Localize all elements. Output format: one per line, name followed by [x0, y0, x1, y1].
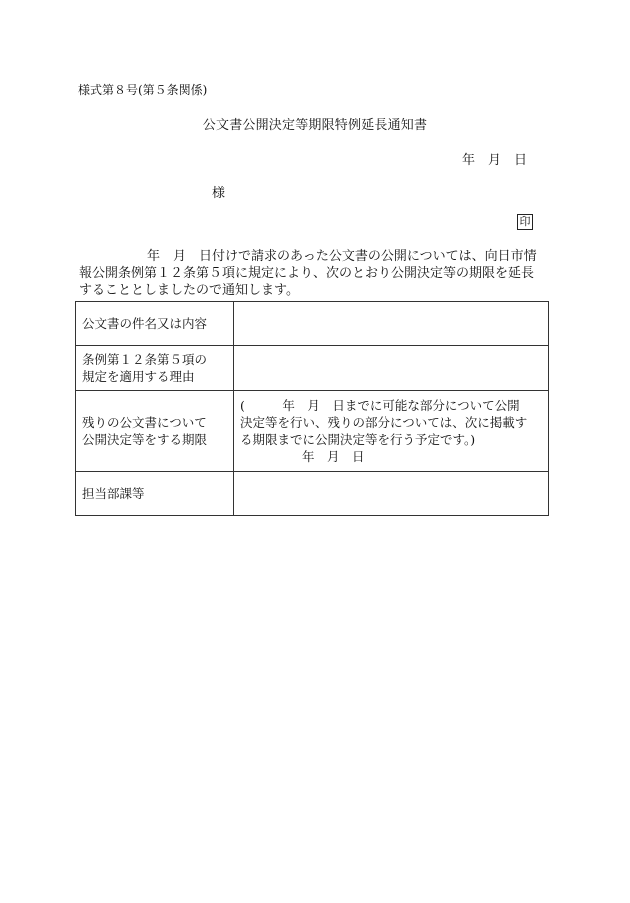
- seal-stamp-icon: 印: [517, 214, 533, 230]
- issue-date: 年 月 日: [462, 153, 528, 168]
- table-row: [76, 391, 549, 472]
- notice-line: することとしましたので通知します。: [79, 283, 299, 298]
- value-remaining-deadline: [234, 391, 549, 472]
- notice-body: [79, 248, 551, 299]
- label-document-subject: 公文書の件名又は内容: [76, 302, 234, 346]
- deadline-line: ( 年 月 日までに可能な部分について公開: [240, 398, 520, 413]
- form-number: 様式第８号(第５条関係): [78, 83, 208, 97]
- deadline-date: 年 月 日: [302, 449, 365, 464]
- value-document-subject: [234, 302, 549, 346]
- label-line: 条例第１２条第５項の: [82, 352, 208, 367]
- label-line: 残りの公文書について: [82, 415, 207, 430]
- notice-line: 報公開条例第１２条第５項に規定により、次のとおり公開決定等の期限を延長: [79, 266, 535, 281]
- addressee-honorific: 様: [212, 186, 226, 201]
- table-row: [76, 472, 549, 516]
- label-department: 担当部課等: [76, 472, 234, 516]
- notice-table: [75, 301, 549, 516]
- table-row: [76, 346, 549, 391]
- notice-line: 年 月 日付けで請求のあった公文書の公開については、向日市情: [147, 249, 537, 264]
- deadline-line: る期限までに公開決定等を行う予定です。): [240, 432, 476, 447]
- label-applied-reason: [76, 346, 234, 391]
- table-row: [76, 302, 549, 346]
- value-applied-reason: [234, 346, 549, 391]
- deadline-line: 決定等を行い、残りの部分については、次に掲載す: [240, 415, 528, 430]
- label-line: 規定を適用する理由: [82, 369, 195, 384]
- label-remaining-deadline: [76, 391, 234, 472]
- value-department: [234, 472, 549, 516]
- document-title: 公文書公開決定等期限特例延長通知書: [202, 118, 428, 133]
- label-line: 公開決定等をする期限: [82, 432, 208, 447]
